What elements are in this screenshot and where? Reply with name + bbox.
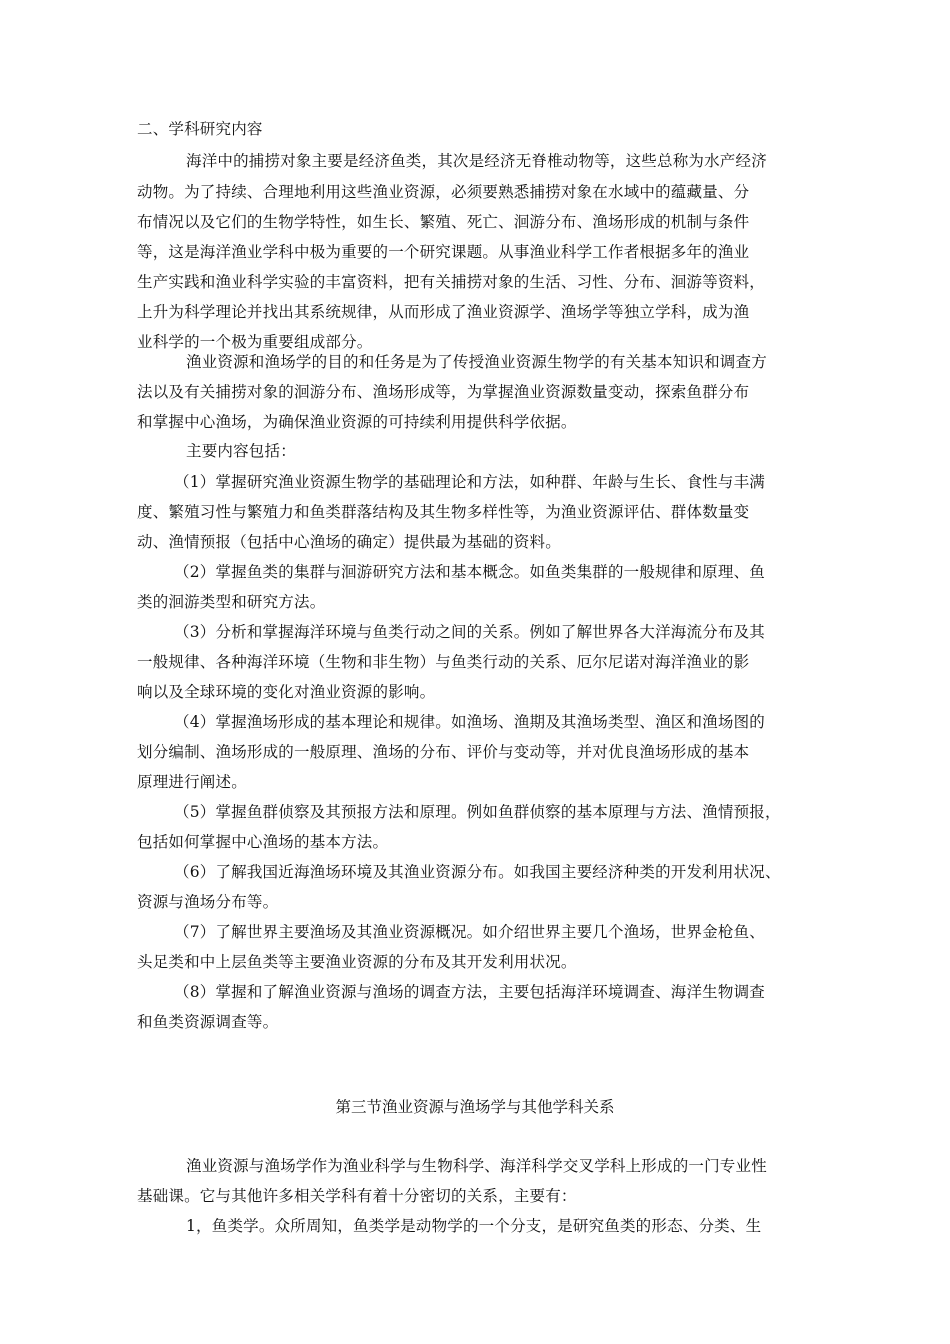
text-line: （5）掌握鱼群侦察及其预报方法和原理。例如鱼群侦察的基本原理与方法、渔情预报，	[174, 803, 781, 821]
text-line: 海洋中的捕捞对象主要是经济鱼类，其次是经济无脊椎动物等，这些总称为水产经济	[186, 152, 767, 170]
text-line: 资源与渔场分布等。	[137, 893, 279, 911]
text-line: 等，这是海洋渔业学科中极为重要的一个研究课题。从事渔业科学工作者根据多年的渔业	[137, 243, 750, 261]
text-line: 一般规律、各种海洋环境（生物和非生物）与鱼类行动的关系、厄尔尼诺对海洋渔业的影	[137, 653, 750, 671]
text-line: 生产实践和渔业科学实验的丰富资料，把有关捕捞对象的生活、习性、分布、洄游等资料，	[137, 273, 766, 291]
text-line: 业科学的一个极为重要组成部分。	[137, 333, 373, 351]
text-line: （8）掌握和了解渔业资源与渔场的调查方法，主要包括海洋环境调查、海洋生物调查	[174, 983, 765, 1001]
text-line: 基础课。它与其他许多相关学科有着十分密切的关系，主要有：	[137, 1187, 577, 1205]
section-heading: 二、学科研究内容	[137, 120, 263, 138]
text-line: 类的洄游类型和研究方法。	[137, 593, 326, 611]
text-line: （7）了解世界主要渔场及其渔业资源概况。如介绍世界主要几个渔场，世界金枪鱼、	[174, 923, 765, 941]
text-line: 上升为科学理论并找出其系统规律，从而形成了渔业资源学、渔场学等独立学科，成为渔	[137, 303, 750, 321]
text-line: 包括如何掌握中心渔场的基本方法。	[137, 833, 389, 851]
text-line: （6）了解我国近海渔场环境及其渔业资源分布。如我国主要经济种类的开发利用状况、	[174, 863, 781, 881]
text-line: （1）掌握研究渔业资源生物学的基础理论和方法，如种群、年龄与生长、食性与丰满	[174, 473, 765, 491]
text-line: 度、繁殖习性与繁殖力和鱼类群落结构及其生物多样性等，为渔业资源评估、群体数量变	[137, 503, 750, 521]
text-line: 法以及有关捕捞对象的洄游分布、渔场形成等，为掌握渔业资源数量变动，探索鱼群分布	[137, 383, 750, 401]
text-line: （4）掌握渔场形成的基本理论和规律。如渔场、渔期及其渔场类型、渔区和渔场图的	[174, 713, 765, 731]
text-line: 头足类和中上层鱼类等主要渔业资源的分布及其开发利用状况。	[137, 953, 577, 971]
text-line: 渔业资源与渔场学作为渔业科学与生物科学、海洋科学交叉学科上形成的一门专业性	[186, 1157, 767, 1175]
text-line: 和掌握中心渔场，为确保渔业资源的可持续利用提供科学依据。	[137, 413, 577, 431]
text-line: 原理进行阐述。	[137, 773, 247, 791]
text-line: （2）掌握鱼类的集群与洄游研究方法和基本概念。如鱼类集群的一般规律和原理、鱼	[174, 563, 765, 581]
chapter-title: 第三节渔业资源与渔场学与其他学科关系	[335, 1098, 615, 1116]
contents-intro: 主要内容包括：	[186, 442, 296, 460]
text-line: 渔业资源和渔场学的目的和任务是为了传授渔业资源生物学的有关基本知识和调查方	[186, 353, 767, 371]
text-line: 动、渔情预报（包括中心渔场的确定）提供最为基础的资料。	[137, 533, 561, 551]
text-line: 响以及全球环境的变化对渔业资源的影响。	[137, 683, 436, 701]
text-line: （3）分析和掌握海洋环境与鱼类行动之间的关系。例如了解世界各大洋海流分布及其	[174, 623, 765, 641]
text-line: 和鱼类资源调查等。	[137, 1013, 279, 1031]
text-line: 布情况以及它们的生物学特性，如生长、繁殖、死亡、洄游分布、渔场形成的机制与条件	[137, 213, 750, 231]
text-line: 划分编制、渔场形成的一般原理、渔场的分布、评价与变动等，并对优良渔场形成的基本	[137, 743, 750, 761]
text-line: 动物。为了持续、合理地利用这些渔业资源，必须要熟悉捕捞对象在水域中的蕴藏量、分	[137, 183, 750, 201]
paragraph-ichthyology: 1，鱼类学。众所周知，鱼类学是动物学的一个分支，是研究鱼类的形态、分类、生	[186, 1217, 762, 1235]
